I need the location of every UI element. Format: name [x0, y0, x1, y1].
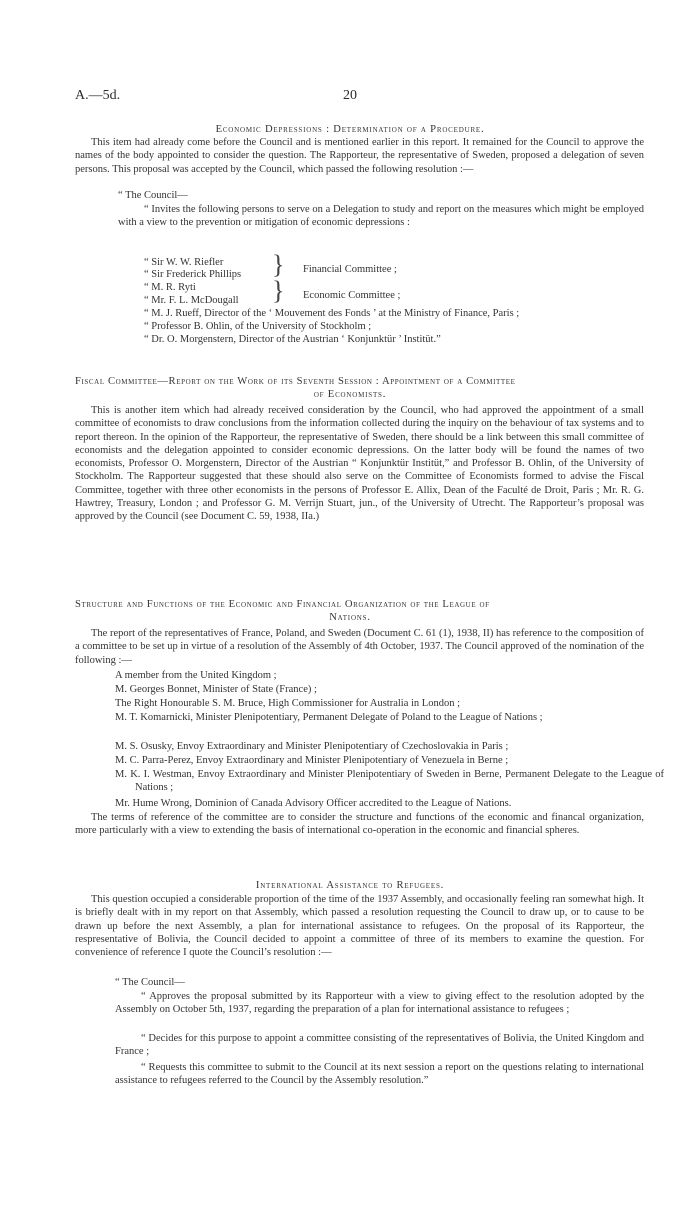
nominee-westman: M. K. I. Westman, Envoy Extraordinary and Minister Plenipotentiary of Sweden in Berne, Permanent Delegate to the League of Nations ; — [115, 769, 664, 794]
section-heading-fiscal-committee-cont: of Economists. — [313, 389, 387, 400]
nominee-bonnet: M. Georges Bonnet, Minister of State (France) ; — [115, 684, 317, 695]
section-heading-refugees: International Assistance to Refugees. — [255, 880, 445, 891]
section-heading-economic-depressions: Economic Depressions : Determination of a Procedure. — [215, 124, 485, 135]
brace-financial: } — [272, 250, 285, 279]
nominee-wrong: Mr. Hume Wrong, Dominion of Canada Advisory Officer accredited to the League of Nations. — [115, 798, 512, 809]
resolution-opening-refugees: “ The Council— — [115, 977, 185, 988]
resolution-invites: “ Invites the following persons to serve on a Delegation to study and report on the measures which might be employed with a view to the prevention or mitigation of economic depressions : — [118, 204, 644, 229]
nominee-osusky: M. S. Osusky, Envoy Extraordinary and Minister Plenipotentiary of Czechoslovakia in Paris ; — [115, 741, 509, 752]
resolution-requests: “ Requests this committee to submit to the Council at its next session a report on the questions relating to international assistance to refugees referred to the Council by the Assembly resolution.” — [115, 1062, 644, 1087]
nominee-komarnicki: M. T. Komarnicki, Minister Plenipotentiary, Permanent Delegate of Poland to the League of Nations ; — [115, 712, 543, 723]
nominee-bruce: The Right Honourable S. M. Bruce, High Commissioner for Australia in London ; — [115, 698, 461, 709]
document-reference: A.—5d. — [75, 88, 121, 103]
person-ryti: “ M. R. Ryti — [144, 282, 196, 293]
nominee-uk-member: A member from the United Kingdom ; — [115, 670, 277, 681]
person-phillips: “ Sir Frederick Phillips — [144, 269, 242, 280]
paragraph-economic: This item had already come before the Council and is mentioned earlier in this report. It remained for the Council to approve the names of the body appointed to consider the question. The Rapporteur, the representative of Sweden, proposed a delegation of seven persons. This proposal was accepted by the Council, which passed the following resolution :— — [75, 137, 644, 175]
person-ohlin: “ Professor B. Ohlin, of the University of Stockholm ; — [144, 321, 372, 332]
brace-economic: } — [272, 276, 285, 305]
section-heading-structure: Structure and Functions of the Economic and Financial Organization of the League of — [75, 599, 490, 610]
person-morgenstern: “ Dr. O. Morgenstern, Director of the Austrian ‘ Konjunktür ’ Institüt.” — [144, 334, 441, 345]
section-heading-structure-cont: Nations. — [329, 612, 371, 623]
economic-committee-label: Economic Committee ; — [303, 290, 401, 301]
person-riefler: “ Sir W. W. Riefler — [144, 257, 224, 268]
resolution-decides: “ Decides for this purpose to appoint a committee consisting of the representatives of Bolivia, the United Kingdom and France ; — [115, 1033, 644, 1058]
paragraph-structure: The report of the representatives of France, Poland, and Sweden (Document C. 61 (1), 1938, II) has reference to the composition of a committee to be set up in virtue of a resolution of the Assembly of 4th October, 1937. The Council approved of the nomination of the following :— — [75, 628, 644, 666]
resolution-opening: “ The Council— — [118, 190, 188, 201]
section-heading-fiscal-committee: Fiscal Committee—Report on the Work of its Seventh Session : Appointment of a Committee — [75, 376, 516, 387]
nominee-parra-perez: M. C. Parra-Perez, Envoy Extraordinary and Minister Plenipotentiary of Venezuela in Berne ; — [115, 755, 509, 766]
paragraph-terms-of-reference: The terms of reference of the committee are to consider the structure and functions of the economic and financal organization, more particularly with a view to extending the basis of international co-operation in the economic and financial spheres. — [75, 812, 644, 837]
person-rueff: “ M. J. Rueff, Director of the ‘ Mouvement des Fonds ’ at the Ministry of Finance, Paris ; — [144, 308, 520, 319]
paragraph-fiscal: This is another item which had already received consideration by the Council, who had approved the appointment of a small committee of economists to draw conclusions from the information collected during the inquiry on the behaviour of tax systems and to report thereon. In the opinion of the Rapporteur, the representative of Sweden, there should be a link between this small committee of economists and the delegation appointed to consider economic depressions. On the latter body will be found the names of two economists, Professor O. Morgenstern, Director of the Austrian “ Konjunktür Institüt,” and Professor B. Ohlin, of the University of Stockholm. The Rapporteur suggested that these should also serve on the Committee of Economists formed to advise the Fiscal Committee, together with three other economists in the persons of Professor E. Allix, Dean of the Faculté de Droit, Paris ; Mr. R. G. Hawtrey, Treasury, London ; and Professor G. M. Verrijn Stuart, jun., of the University of Utrecht. The Rapporteur’s proposal was approved by the Council (see Document C. 59, 1938, IIa.) — [75, 405, 644, 523]
person-mcdougall: “ Mr. F. L. McDougall — [144, 295, 239, 306]
financial-committee-label: Financial Committee ; — [303, 264, 397, 275]
paragraph-refugees: This question occupied a considerable proportion of the time of the 1937 Assembly, and occasionally feeling ran somewhat high. It is briefly dealt with in my report on that Assembly, which passed a resolution requesting the Council to draw up, or to cause to be drawn up before the next Assembly, a plan for international assistance to refugees. On the proposal of its Rapporteur, the respresentative of Bolivia, the Council decided to appoint a committee of three of its members to examine the question. For convenience of reference I quote the Council’s resolution :— — [75, 894, 644, 959]
resolution-approves: “ Approves the proposal submitted by its Rapporteur with a view to giving effect to the resolution adopted by the Assembly on October 5th, 1937, regarding the preparation of a plan for international assistance to refugees ; — [115, 991, 644, 1016]
page-number: 20 — [343, 88, 357, 103]
